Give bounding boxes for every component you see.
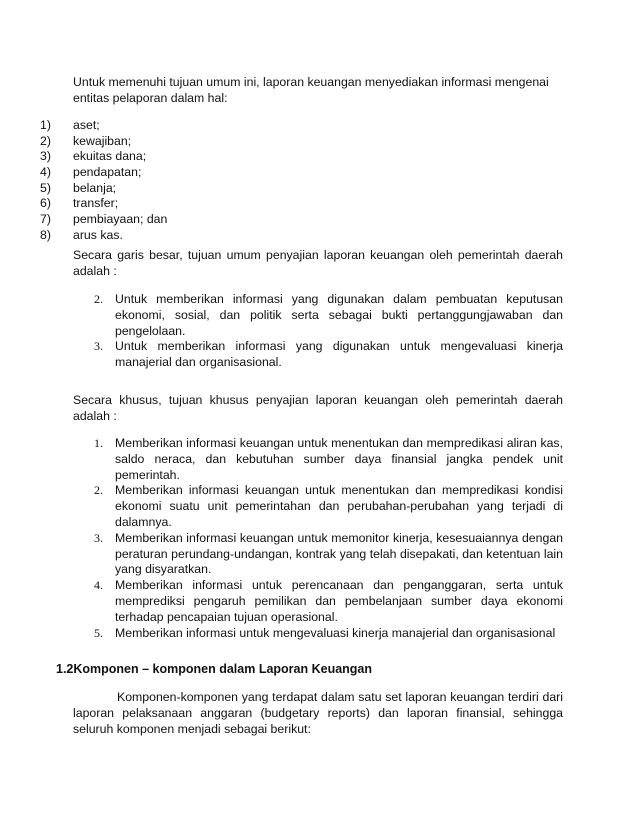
list-item: 5. Memberikan informasi untuk mengevaluasi kinerja manajerial dan organisasional — [94, 625, 556, 640]
list-item: 8) arus kas. — [40, 227, 123, 242]
list-item: 2. Untuk memberikan informasi yang digunakan dalam pembuatan keputusan ekonomi, sosial, dan politik serta sebagai bukti pertanggungjawaban dan pengelolaan. — [94, 292, 563, 338]
specific-purpose-list — [96, 436, 563, 641]
list-item: 4) pendapatan; — [40, 165, 142, 180]
list-item: 5) belanja; — [40, 180, 117, 195]
components-paragraph: Komponen-komponen yang terdapat dalam satu set laporan keuangan terdiri dari laporan pelaksanaan anggaran (budgetary reports) dan laporan finansial, sehingga seluruh komponen menjadi sebagai berikut: — [73, 690, 563, 736]
specific-purpose-paragraph: Secara khusus, tujuan khusus penyajian laporan keuangan oleh pemerintah daerah adalah : — [73, 393, 563, 423]
list-item: 3. Untuk memberikan informasi yang digunakan untuk mengevaluasi kinerja manajerial dan organisasional. — [94, 339, 563, 370]
general-purpose-paragraph: Secara garis besar, tujuan umum penyajian laporan keuangan oleh pemerintah daerah adalah : — [73, 248, 563, 278]
list-item: 3. Memberikan informasi keuangan untuk memonitor kinerja, kesesuaiannya dengan peraturan perundang-undangan, kontrak yang telah disepakati, dan ketentuan lain yang disyaratkan. — [94, 530, 563, 577]
list-item: 1. Memberikan informasi keuangan untuk menentukan dan mempredikasi aliran kas, saldo neraca, dan kebutuhan sumber daya finansial jangka pendek unit pemerintah. — [94, 436, 563, 482]
list-item: 2. Memberikan informasi keuangan untuk menentukan dan mempredikasi kondisi ekonomi suatu unit pemerintahan dan perubahan-perubahan yang terjadi di dalamnya. — [94, 483, 563, 529]
section-heading: 1.2Komponen – komponen dalam Laporan Keuangan — [56, 662, 373, 676]
list-item: 7) pembiayaan; dan — [40, 212, 168, 227]
list-item: 1) aset; — [40, 118, 100, 132]
entity-items-list — [40, 118, 167, 244]
intro-paragraph: Untuk memenuhi tujuan umum ini, laporan keuangan menyediakan informasi mengenai entitas pelaporan dalam hal: — [73, 75, 549, 105]
list-item: 2) kewajiban; — [40, 133, 132, 148]
general-purpose-list — [96, 292, 563, 371]
list-item: 3) ekuitas dana; — [40, 149, 147, 164]
list-item: 6) transfer; — [40, 196, 119, 211]
list-item: 4. Memberikan informasi untuk perencanaan dan penganggaran, serta untuk memprediksi pengaruh pemilikan dan pembelanjaan sumber daya ekonomi terhadap pencapaian tujuan operasional. — [94, 578, 563, 624]
